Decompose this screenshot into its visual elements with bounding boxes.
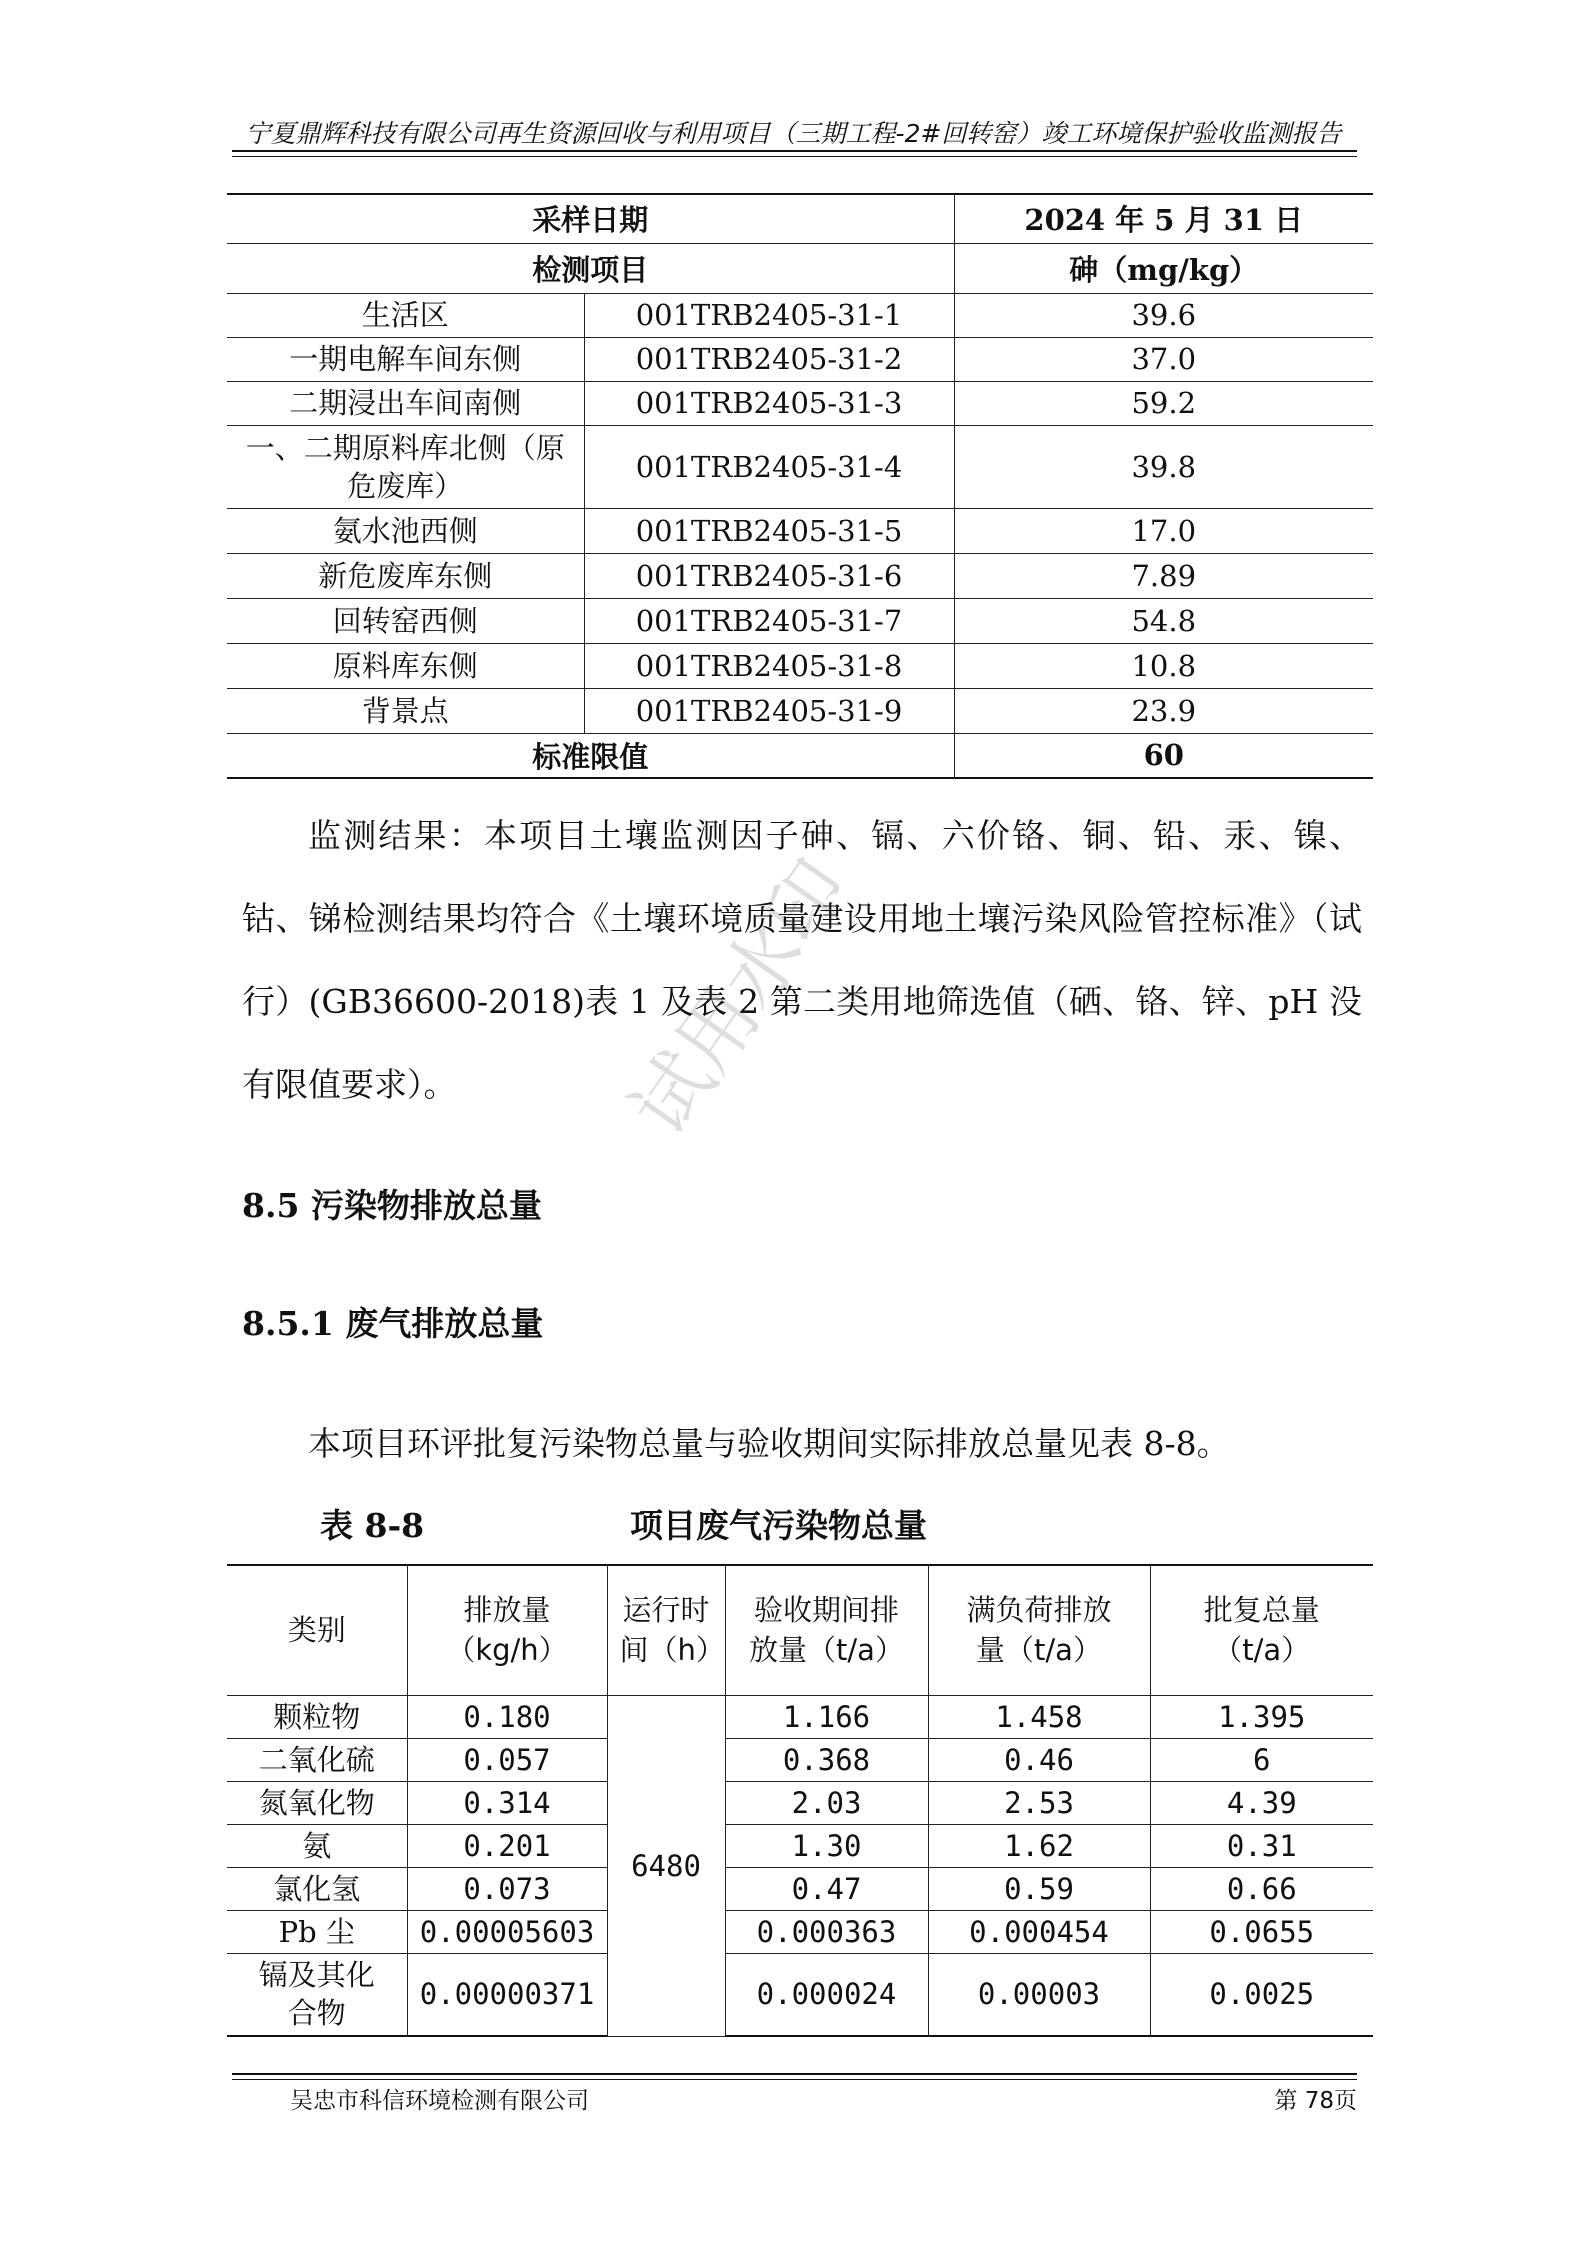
sample-id-cell: 001TRB2405-31-1 [584, 293, 954, 337]
arsenic-value-cell: 23.9 [954, 688, 1373, 733]
watermark-text: 试用水印 [614, 844, 868, 1152]
rate-cell: 0.180 [407, 1695, 607, 1738]
table-row [227, 598, 1373, 643]
table-row [227, 1867, 1373, 1910]
footer-rule-thin [232, 2079, 1357, 2080]
standard-limit-label: 标准限值 [227, 733, 954, 778]
header-acceptance-emission: 验收期间排放量（t/a） [725, 1565, 928, 1695]
category-cell: 氯化氢 [227, 1867, 407, 1910]
monitoring-result-paragraph: 监测结果：本项目土壤监测因子砷、镉、六价铬、铜、铅、汞、镍、钴、锑检测结果均符合《土壤环境质量建设用地土壤污染风险管控标准》（试行）(GB36600-2018)表 1 及表 2 第二类用地筛选值（硒、铬、锌、pH 没有限值要求）。 [242, 816, 1362, 1104]
arsenic-value-cell: 17.0 [954, 508, 1373, 553]
header-category: 类别 [227, 1565, 407, 1695]
full-load-cell: 0.46 [928, 1738, 1150, 1781]
category-cell: 二氧化硫 [227, 1738, 407, 1781]
table-row [227, 1738, 1373, 1781]
location-cell: 一期电解车间东侧 [227, 337, 584, 381]
sample-id-cell: 001TRB2405-31-7 [584, 598, 954, 643]
approved-cell: 0.0025 [1150, 1953, 1373, 2036]
full-load-cell: 0.00003 [928, 1953, 1150, 2036]
approved-cell: 0.66 [1150, 1867, 1373, 1910]
acceptance-cell: 2.03 [725, 1781, 928, 1824]
sample-id-cell: 001TRB2405-31-8 [584, 643, 954, 688]
location-cell: 氨水池西侧 [227, 508, 584, 553]
table-row [227, 425, 1373, 508]
category-cell: Pb 尘 [227, 1910, 407, 1953]
rate-cell: 0.073 [407, 1867, 607, 1910]
acceptance-cell: 1.166 [725, 1695, 928, 1738]
header-approved-total: 批复总量（t/a） [1150, 1565, 1373, 1695]
acceptance-cell: 0.000363 [725, 1910, 928, 1953]
header-rule-thin [232, 156, 1357, 157]
arsenic-value-cell: 39.8 [954, 425, 1373, 508]
rate-cell: 0.00000371 [407, 1953, 607, 2036]
table-row [227, 1781, 1373, 1824]
sample-id-cell: 001TRB2405-31-9 [584, 688, 954, 733]
full-load-cell: 1.458 [928, 1695, 1150, 1738]
table-row [227, 293, 1373, 337]
sample-id-cell: 001TRB2405-31-5 [584, 508, 954, 553]
sample-id-cell: 001TRB2405-31-6 [584, 553, 954, 598]
table-row [227, 381, 1373, 425]
approved-cell: 0.0655 [1150, 1910, 1373, 1953]
sampling-date-label: 采样日期 [227, 194, 954, 243]
location-cell: 新危废库东侧 [227, 553, 584, 598]
run-time-cell: 6480 [607, 1695, 725, 2036]
header-full-load-emission: 满负荷排放量（t/a） [928, 1565, 1150, 1695]
sample-id-cell: 001TRB2405-31-4 [584, 425, 954, 508]
category-cell: 氨 [227, 1824, 407, 1867]
footer-page-number: 第 78页 [1274, 2088, 1357, 2114]
test-item-value: 砷（mg/kg） [954, 243, 1373, 293]
arsenic-value-cell: 59.2 [954, 381, 1373, 425]
location-cell: 回转窑西侧 [227, 598, 584, 643]
table-row [227, 1824, 1373, 1867]
acceptance-cell: 0.368 [725, 1738, 928, 1781]
table-row [227, 508, 1373, 553]
rate-cell: 0.201 [407, 1824, 607, 1867]
location-cell: 一、二期原料库北侧（原危废库） [227, 425, 584, 508]
table-row [227, 1695, 1373, 1738]
arsenic-value-cell: 37.0 [954, 337, 1373, 381]
table-row [227, 337, 1373, 381]
acceptance-cell: 0.47 [725, 1867, 928, 1910]
arsenic-value-cell: 10.8 [954, 643, 1373, 688]
approved-cell: 4.39 [1150, 1781, 1373, 1824]
table-row [227, 553, 1373, 598]
full-load-cell: 1.62 [928, 1824, 1150, 1867]
sample-id-cell: 001TRB2405-31-3 [584, 381, 954, 425]
rate-cell: 0.00005603 [407, 1910, 607, 1953]
rate-cell: 0.314 [407, 1781, 607, 1824]
approved-cell: 1.395 [1150, 1695, 1373, 1738]
arsenic-value-cell: 7.89 [954, 553, 1373, 598]
table-caption-title: 项目废气污染物总量 [630, 1506, 927, 1545]
location-cell: 生活区 [227, 293, 584, 337]
rate-cell: 0.057 [407, 1738, 607, 1781]
table-row [227, 643, 1373, 688]
soil-arsenic-table [227, 193, 1373, 779]
table-row [227, 688, 1373, 733]
category-cell: 颗粒物 [227, 1695, 407, 1738]
acceptance-cell: 0.000024 [725, 1953, 928, 2036]
approved-cell: 6 [1150, 1738, 1373, 1781]
full-load-cell: 0.59 [928, 1867, 1150, 1910]
sample-id-cell: 001TRB2405-31-2 [584, 337, 954, 381]
section-heading-8-5: 8.5 污染物排放总量 [242, 1186, 542, 1225]
intro-paragraph: 本项目环评批复污染物总量与验收期间实际排放总量见表 8-8。 [308, 1424, 1230, 1463]
report-header-title: 宁夏鼎辉科技有限公司再生资源回收与利用项目（三期工程-2#回转窑）竣工环境保护验收监测报告 [245, 119, 1342, 148]
acceptance-cell: 1.30 [725, 1824, 928, 1867]
location-cell: 二期浸出车间南侧 [227, 381, 584, 425]
header-emission-rate: 排放量（kg/h） [407, 1565, 607, 1695]
footer-rule [232, 2073, 1357, 2075]
sampling-date-value: 2024 年 5 月 31 日 [954, 194, 1373, 243]
location-cell: 原料库东侧 [227, 643, 584, 688]
test-item-label: 检测项目 [227, 243, 954, 293]
header-rule [232, 150, 1357, 152]
table-row [227, 1953, 1373, 2036]
emission-total-table [227, 1564, 1373, 2037]
table-row [227, 1910, 1373, 1953]
section-heading-8-5-1: 8.5.1 废气排放总量 [242, 1304, 544, 1343]
location-cell: 背景点 [227, 688, 584, 733]
arsenic-value-cell: 39.6 [954, 293, 1373, 337]
arsenic-value-cell: 54.8 [954, 598, 1373, 643]
category-cell: 氮氧化物 [227, 1781, 407, 1824]
standard-limit-value: 60 [954, 733, 1373, 778]
table-caption-number: 表 8-8 [320, 1506, 425, 1545]
footer-company: 吴忠市科信环境检测有限公司 [290, 2088, 589, 2114]
category-cell: 镉及其化合物 [227, 1953, 407, 2036]
approved-cell: 0.31 [1150, 1824, 1373, 1867]
full-load-cell: 2.53 [928, 1781, 1150, 1824]
full-load-cell: 0.000454 [928, 1910, 1150, 1953]
header-run-time: 运行时间（h） [607, 1565, 725, 1695]
